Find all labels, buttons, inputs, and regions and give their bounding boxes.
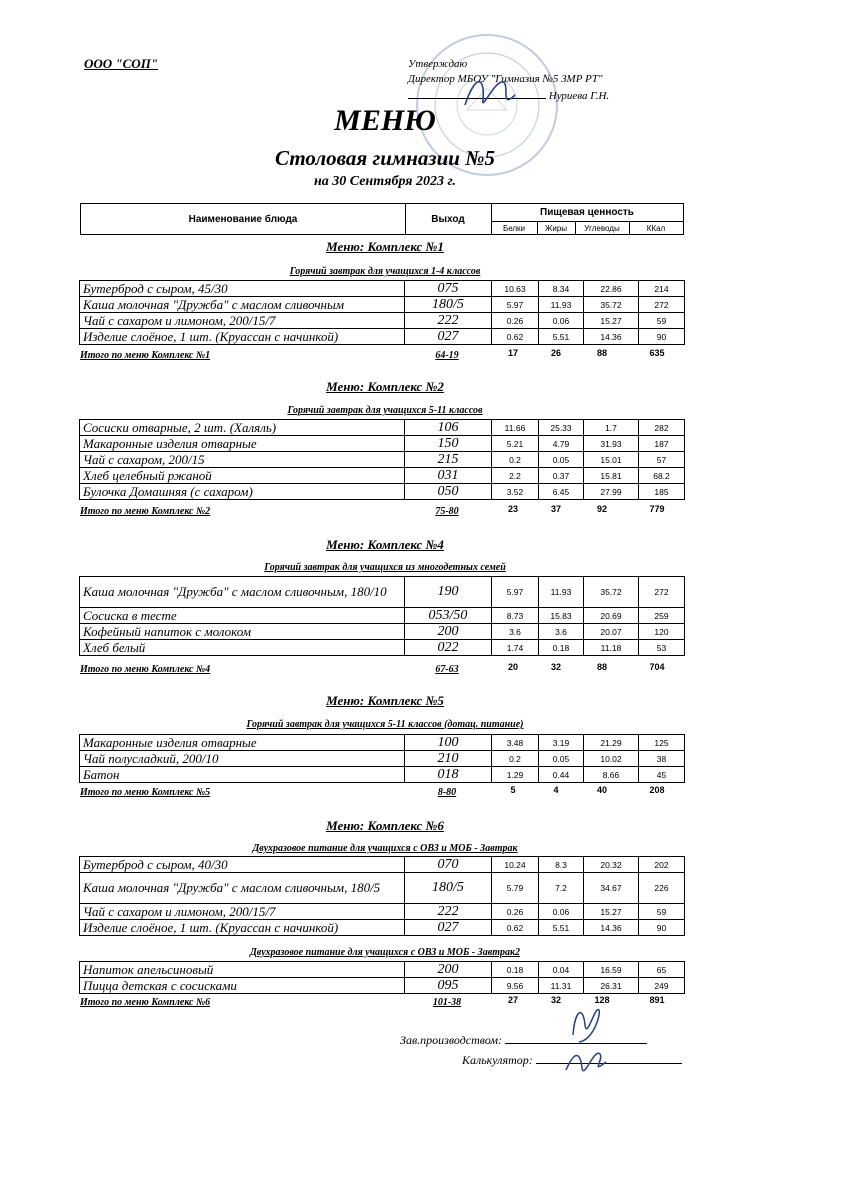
dish-output: 070 xyxy=(405,857,492,873)
dish-protein: 5.21 xyxy=(492,436,539,452)
dish-name: Макаронные изделия отварные xyxy=(80,436,405,452)
table-row xyxy=(80,904,685,920)
dish-protein: 10.63 xyxy=(492,281,539,297)
table-row xyxy=(80,624,685,640)
organization-name: ООО "СОП" xyxy=(84,56,159,71)
total-b: 17 xyxy=(507,348,518,358)
table-row xyxy=(80,436,685,452)
signature-head-label: Зав.производством: xyxy=(400,1033,503,1047)
total-k: 779 xyxy=(649,504,665,514)
approval-block xyxy=(408,57,609,104)
dish-output: 210 xyxy=(405,751,492,767)
dish-carbs: 35.72 xyxy=(584,577,639,608)
total-f: 26 xyxy=(550,348,561,358)
dish-carbs: 8.66 xyxy=(584,767,639,783)
table-row xyxy=(80,873,685,904)
section-title: Меню: Комплекс №1 xyxy=(326,239,444,254)
table-row xyxy=(80,313,685,329)
dish-carbs: 15.27 xyxy=(584,313,639,329)
dish-kcal: 272 xyxy=(639,577,685,608)
section-total xyxy=(80,350,686,363)
dish-fat: 0.06 xyxy=(539,904,584,920)
dish-name: Чай полусладкий, 200/10 xyxy=(80,751,405,767)
dish-output: 022 xyxy=(405,640,492,656)
total-c: 88 xyxy=(596,348,607,358)
total-c: 40 xyxy=(596,785,607,795)
dish-kcal: 282 xyxy=(639,420,685,436)
dish-fat: 6.45 xyxy=(539,484,584,500)
dish-kcal: 249 xyxy=(639,978,685,994)
total-output: 8-80 xyxy=(437,787,457,798)
dish-fat: 3.19 xyxy=(539,735,584,751)
dish-fat: 7.2 xyxy=(539,873,584,904)
total-label: Итого по меню Комплекс №4 xyxy=(80,664,211,675)
dish-kcal: 185 xyxy=(639,484,685,500)
table-row xyxy=(80,751,685,767)
dish-table xyxy=(79,576,685,656)
dish-name: Чай с сахаром и лимоном, 200/15/7 xyxy=(80,313,405,329)
dish-protein: 5.97 xyxy=(492,297,539,313)
dish-protein: 0.62 xyxy=(492,329,539,345)
header-nutrition: Пищевая ценность xyxy=(491,204,683,222)
dish-table xyxy=(79,280,685,345)
dish-carbs: 27.99 xyxy=(584,484,639,500)
dish-name: Пицца детская с сосисками xyxy=(80,978,405,994)
dish-carbs: 15.81 xyxy=(584,468,639,484)
dish-protein: 1.29 xyxy=(492,767,539,783)
table-row xyxy=(80,857,685,873)
dish-fat: 0.37 xyxy=(539,468,584,484)
table-header xyxy=(80,203,684,235)
total-f: 37 xyxy=(550,504,561,514)
dish-carbs: 1.7 xyxy=(584,420,639,436)
dish-fat: 11.93 xyxy=(539,577,584,608)
dish-protein: 5.97 xyxy=(492,577,539,608)
dish-protein: 5.79 xyxy=(492,873,539,904)
total-b: 27 xyxy=(507,995,518,1005)
dish-name: Напиток апельсиновый xyxy=(80,962,405,978)
section-total xyxy=(80,787,686,800)
dish-name: Каша молочная "Дружба" с маслом сливочным, 180/5 xyxy=(80,873,405,904)
dish-table xyxy=(79,734,685,783)
dish-protein: 8.73 xyxy=(492,608,539,624)
dish-kcal: 57 xyxy=(639,452,685,468)
table-row xyxy=(80,484,685,500)
dish-kcal: 90 xyxy=(639,329,685,345)
dish-kcal: 38 xyxy=(639,751,685,767)
dish-name: Кофейный напиток с молоком xyxy=(80,624,405,640)
dish-name: Хлеб белый xyxy=(80,640,405,656)
dish-protein: 0.62 xyxy=(492,920,539,936)
dish-protein: 0.26 xyxy=(492,904,539,920)
dish-table xyxy=(79,856,685,936)
dish-table xyxy=(79,961,685,994)
dish-fat: 11.93 xyxy=(539,297,584,313)
total-f: 32 xyxy=(550,662,561,672)
dish-name: Изделие слоёное, 1 шт. (Круассан с начинкой) xyxy=(80,920,405,936)
dish-fat: 4.79 xyxy=(539,436,584,452)
dish-kcal: 226 xyxy=(639,873,685,904)
dish-output: 050 xyxy=(405,484,492,500)
total-b: 5 xyxy=(510,785,516,795)
menu-date: на 30 Сентября 2023 г. xyxy=(314,174,456,189)
dish-carbs: 31.93 xyxy=(584,436,639,452)
dish-output: 200 xyxy=(405,962,492,978)
dish-carbs: 20.69 xyxy=(584,608,639,624)
total-output: 67-63 xyxy=(435,664,459,675)
table-row xyxy=(80,297,685,313)
dish-protein: 1.74 xyxy=(492,640,539,656)
dish-name: Сосиски отварные, 2 шт. (Халяль) xyxy=(80,420,405,436)
dish-carbs: 14.36 xyxy=(584,920,639,936)
total-output: 101-38 xyxy=(432,997,462,1008)
section-title: Меню: Комплекс №2 xyxy=(326,379,444,394)
table-row xyxy=(80,329,685,345)
total-k: 208 xyxy=(649,785,665,795)
dish-name: Каша молочная "Дружба" с маслом сливочным, 180/10 xyxy=(80,577,405,608)
dish-name: Изделие слоёное, 1 шт. (Круассан с начинкой) xyxy=(80,329,405,345)
dish-kcal: 45 xyxy=(639,767,685,783)
dish-output: 200 xyxy=(405,624,492,640)
dish-fat: 3.6 xyxy=(539,624,584,640)
signature-head-row xyxy=(400,1033,647,1048)
total-b: 20 xyxy=(507,662,518,672)
table-row xyxy=(80,608,685,624)
signature-calc-label: Калькулятор: xyxy=(462,1053,533,1067)
table-row xyxy=(80,735,685,751)
dish-name: Хлеб целебный ржаной xyxy=(80,468,405,484)
dish-output: 100 xyxy=(405,735,492,751)
dish-output: 106 xyxy=(405,420,492,436)
dish-name: Бутерброд с сыром, 45/30 xyxy=(80,281,405,297)
dish-table xyxy=(79,419,685,500)
section-total xyxy=(80,506,686,519)
section-subtitle: Горячий завтрак для учащихся 5-11 классов (дотац. питание) xyxy=(246,719,524,730)
total-c: 88 xyxy=(596,662,607,672)
dish-fat: 5.51 xyxy=(539,329,584,345)
dish-kcal: 59 xyxy=(639,313,685,329)
dish-protein: 3.52 xyxy=(492,484,539,500)
dish-carbs: 14.36 xyxy=(584,329,639,345)
section-subtitle: Двухразовое питание для учащихся с ОВЗ и МОБ - Завтрак xyxy=(252,843,518,854)
header-dish-name: Наименование блюда xyxy=(81,204,406,234)
dish-carbs: 22.86 xyxy=(584,281,639,297)
table-row xyxy=(80,962,685,978)
total-output: 64-19 xyxy=(435,350,459,361)
approval-signature-line xyxy=(408,87,546,99)
total-label: Итого по меню Комплекс №5 xyxy=(80,787,211,798)
dish-name: Чай с сахаром и лимоном, 200/15/7 xyxy=(80,904,405,920)
dish-kcal: 59 xyxy=(639,904,685,920)
dish-kcal: 187 xyxy=(639,436,685,452)
dish-name: Макаронные изделия отварные xyxy=(80,735,405,751)
dish-kcal: 202 xyxy=(639,857,685,873)
dish-name: Батон xyxy=(80,767,405,783)
dish-output: 150 xyxy=(405,436,492,452)
dish-carbs: 20.07 xyxy=(584,624,639,640)
header-fat: Жиры xyxy=(537,221,576,235)
dish-protein: 0.2 xyxy=(492,452,539,468)
dish-kcal: 65 xyxy=(639,962,685,978)
dish-kcal: 120 xyxy=(639,624,685,640)
header-protein: Белки xyxy=(491,221,538,235)
dish-fat: 15.83 xyxy=(539,608,584,624)
dish-fat: 11.31 xyxy=(539,978,584,994)
total-c: 92 xyxy=(596,504,607,514)
header-kcal: ККал xyxy=(646,223,666,233)
signature-calc-row xyxy=(462,1053,682,1068)
dish-protein: 9.56 xyxy=(492,978,539,994)
dish-name: Бутерброд с сыром, 40/30 xyxy=(80,857,405,873)
section-title: Меню: Комплекс №6 xyxy=(326,818,444,833)
table-row xyxy=(80,281,685,297)
approval-label: Утверждаю xyxy=(408,58,468,70)
section-total xyxy=(80,997,686,1010)
section-subtitle: Горячий завтрак для учащихся 1-4 классов xyxy=(289,266,481,277)
section-subtitle-2: Двухразовое питание для учащихся с ОВЗ и МОБ - Завтрак2 xyxy=(249,947,521,958)
signature-head-line xyxy=(505,1043,647,1044)
dish-output: 027 xyxy=(405,920,492,936)
approval-position: Директор МБОУ "Гимназия №5 ЗМР РТ" xyxy=(408,73,603,85)
total-label: Итого по меню Комплекс №2 xyxy=(80,506,211,517)
dish-kcal: 272 xyxy=(639,297,685,313)
dish-protein: 0.18 xyxy=(492,962,539,978)
dish-name: Чай с сахаром, 200/15 xyxy=(80,452,405,468)
table-row xyxy=(80,767,685,783)
page-title: МЕНЮ xyxy=(334,104,436,137)
dish-protein: 3.48 xyxy=(492,735,539,751)
table-row xyxy=(80,577,685,608)
dish-protein: 2.2 xyxy=(492,468,539,484)
dish-fat: 0.05 xyxy=(539,751,584,767)
page-subtitle: Столовая гимназии №5 xyxy=(275,146,495,170)
table-row xyxy=(80,452,685,468)
signature-calc-line xyxy=(536,1063,682,1064)
header-carbs: Углеводы xyxy=(575,221,630,235)
total-k: 635 xyxy=(649,348,665,358)
dish-carbs: 26.31 xyxy=(584,978,639,994)
dish-output: 095 xyxy=(405,978,492,994)
dish-output: 031 xyxy=(405,468,492,484)
dish-kcal: 90 xyxy=(639,920,685,936)
dish-protein: 10.24 xyxy=(492,857,539,873)
dish-protein: 0.26 xyxy=(492,313,539,329)
dish-kcal: 214 xyxy=(639,281,685,297)
dish-fat: 5.51 xyxy=(539,920,584,936)
dish-carbs: 15.01 xyxy=(584,452,639,468)
total-c: 128 xyxy=(594,995,610,1005)
dish-protein: 0.2 xyxy=(492,751,539,767)
dish-fat: 0.06 xyxy=(539,313,584,329)
section-subtitle: Горячий завтрак для учащихся 5-11 классов xyxy=(287,405,483,416)
table-row xyxy=(80,978,685,994)
dish-name: Булочка Домашняя (с сахаром) xyxy=(80,484,405,500)
dish-fat: 8.3 xyxy=(539,857,584,873)
approval-signature-row xyxy=(408,87,609,104)
table-row xyxy=(80,420,685,436)
table-row xyxy=(80,920,685,936)
total-output: 75-80 xyxy=(435,506,459,517)
dish-kcal: 68.2 xyxy=(639,468,685,484)
section-title: Меню: Комплекс №5 xyxy=(326,693,444,708)
dish-protein: 3.6 xyxy=(492,624,539,640)
dish-output: 180/5 xyxy=(405,873,492,904)
dish-carbs: 11.18 xyxy=(584,640,639,656)
dish-output: 190 xyxy=(405,577,492,608)
dish-output: 018 xyxy=(405,767,492,783)
dish-fat: 0.04 xyxy=(539,962,584,978)
total-k: 891 xyxy=(649,995,665,1005)
header-output: Выход xyxy=(405,204,492,234)
dish-fat: 25.33 xyxy=(539,420,584,436)
dish-kcal: 259 xyxy=(639,608,685,624)
dish-output: 027 xyxy=(405,329,492,345)
dish-kcal: 53 xyxy=(639,640,685,656)
dish-output: 053/50 xyxy=(405,608,492,624)
dish-output: 215 xyxy=(405,452,492,468)
table-row xyxy=(80,468,685,484)
total-b: 23 xyxy=(507,504,518,514)
section-subtitle: Горячий завтрак для учащихся из многодетных семей xyxy=(264,562,506,573)
total-label: Итого по меню Комплекс №6 xyxy=(80,997,211,1008)
dish-output: 222 xyxy=(405,313,492,329)
dish-name: Сосиска в тесте xyxy=(80,608,405,624)
dish-kcal: 125 xyxy=(639,735,685,751)
dish-fat: 0.05 xyxy=(539,452,584,468)
dish-name: Каша молочная "Дружба" с маслом сливочным xyxy=(80,297,405,313)
dish-output: 180/5 xyxy=(405,297,492,313)
total-f: 32 xyxy=(550,995,561,1005)
dish-fat: 8.34 xyxy=(539,281,584,297)
section-title: Меню: Комплекс №4 xyxy=(326,537,444,552)
approval-name: Нуриева Г.Н. xyxy=(548,90,610,102)
dish-fat: 0.18 xyxy=(539,640,584,656)
total-k: 704 xyxy=(649,662,665,672)
dish-fat: 0.44 xyxy=(539,767,584,783)
dish-carbs: 20.32 xyxy=(584,857,639,873)
dish-carbs: 34.67 xyxy=(584,873,639,904)
dish-output: 222 xyxy=(405,904,492,920)
total-label: Итого по меню Комплекс №1 xyxy=(80,350,211,361)
dish-carbs: 10.02 xyxy=(584,751,639,767)
section-total xyxy=(80,664,686,677)
table-row xyxy=(80,640,685,656)
dish-carbs: 21.29 xyxy=(584,735,639,751)
dish-carbs: 35.72 xyxy=(584,297,639,313)
total-f: 4 xyxy=(553,785,559,795)
dish-carbs: 15.27 xyxy=(584,904,639,920)
dish-output: 075 xyxy=(405,281,492,297)
dish-protein: 11.66 xyxy=(492,420,539,436)
dish-carbs: 16.59 xyxy=(584,962,639,978)
